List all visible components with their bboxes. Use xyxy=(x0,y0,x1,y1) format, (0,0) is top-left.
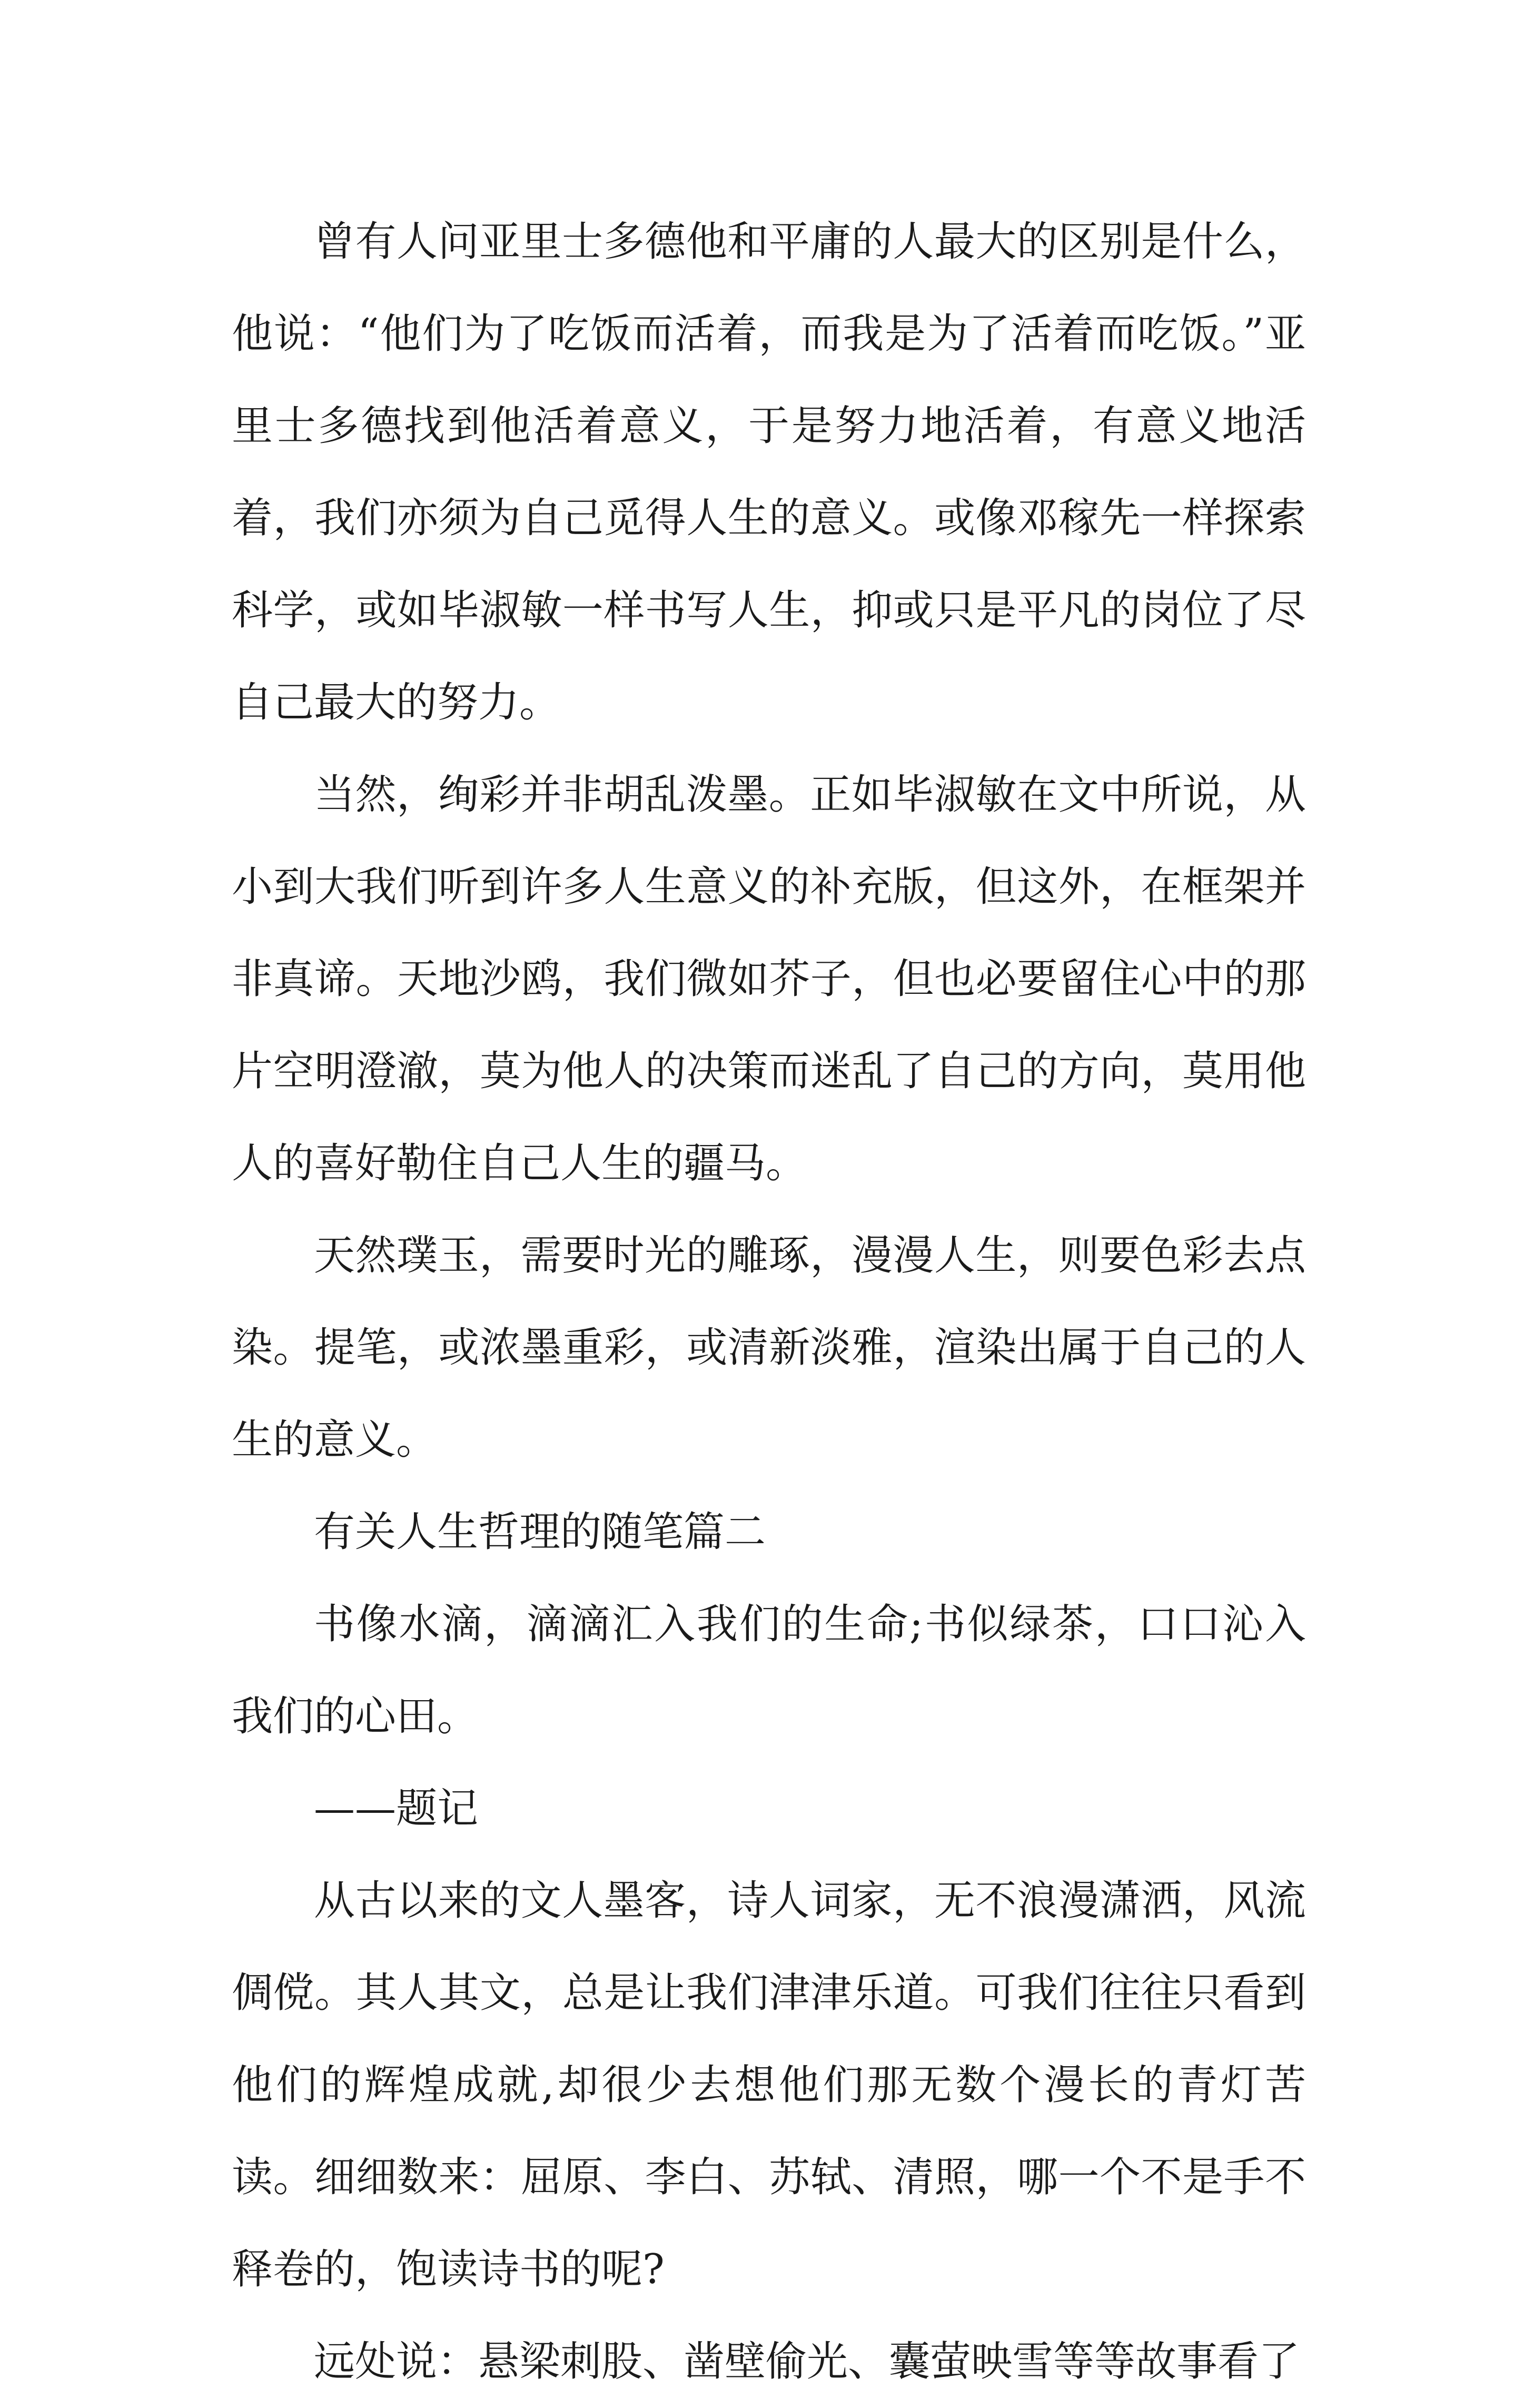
paragraph-aristotle: 曾有人问亚里士多德他和平庸的人最大的区别是什么，他说：“他们为了吃饭而活着，而我是为了活着而吃饭。”亚里士多德找到他活着意义，于是努力地活着，有意义地活着，我们亦须为自己觅得人生的意义。或像邓稼先一样探索科学，或如毕淑敏一样书写人生，抑或只是平凡的岗位了尽自己最大的努力。 xyxy=(232,218,1306,726)
paragraph-intro: 书像水滴，滴滴汇入我们的生命;书似绿茶，口口沁入我们的心田。 xyxy=(232,1601,1306,1740)
paragraph-jade: 天然璞玉，需要时光的雕琢，漫漫人生，则要色彩去点染。提笔，或浓墨重彩，或清新淡雅，渲染出属于自己的人生的意义。 xyxy=(232,1232,1306,1464)
section-title: 有关人生哲理的随笔篇二 xyxy=(314,1508,766,1556)
paragraph-scholars: 从古以来的文人墨客，诗人词家，无不浪漫潇洒，风流倜傥。其人其文，总是让我们津津乐道。可我们往往只看到他们的辉煌成就,却很少去想他们那无数个漫长的青灯苦读。细细数来：屈原、李白、苏轼、清照，哪一个不是手不释卷的，饱读诗书的呢? xyxy=(232,1877,1306,2293)
document-body xyxy=(232,196,1306,2408)
paragraph-stories: 远处说：悬梁刺股、凿壁偷光、囊萤映雪等等故事看了 xyxy=(314,2338,1300,2385)
paragraph-colorful: 当然，绚彩并非胡乱泼墨。正如毕淑敏在文中所说，从小到大我们听到许多人生意义的补充版，但这外，在框架并非真谛。天地沙鸥，我们微如芥子，但也必要留住心中的那片空明澄澈，莫为他人的决策而迷乱了自己的方向，莫用他人的喜好勒住自己人生的疆马。 xyxy=(232,771,1306,1187)
epigraph: ——题记 xyxy=(314,1785,479,1832)
